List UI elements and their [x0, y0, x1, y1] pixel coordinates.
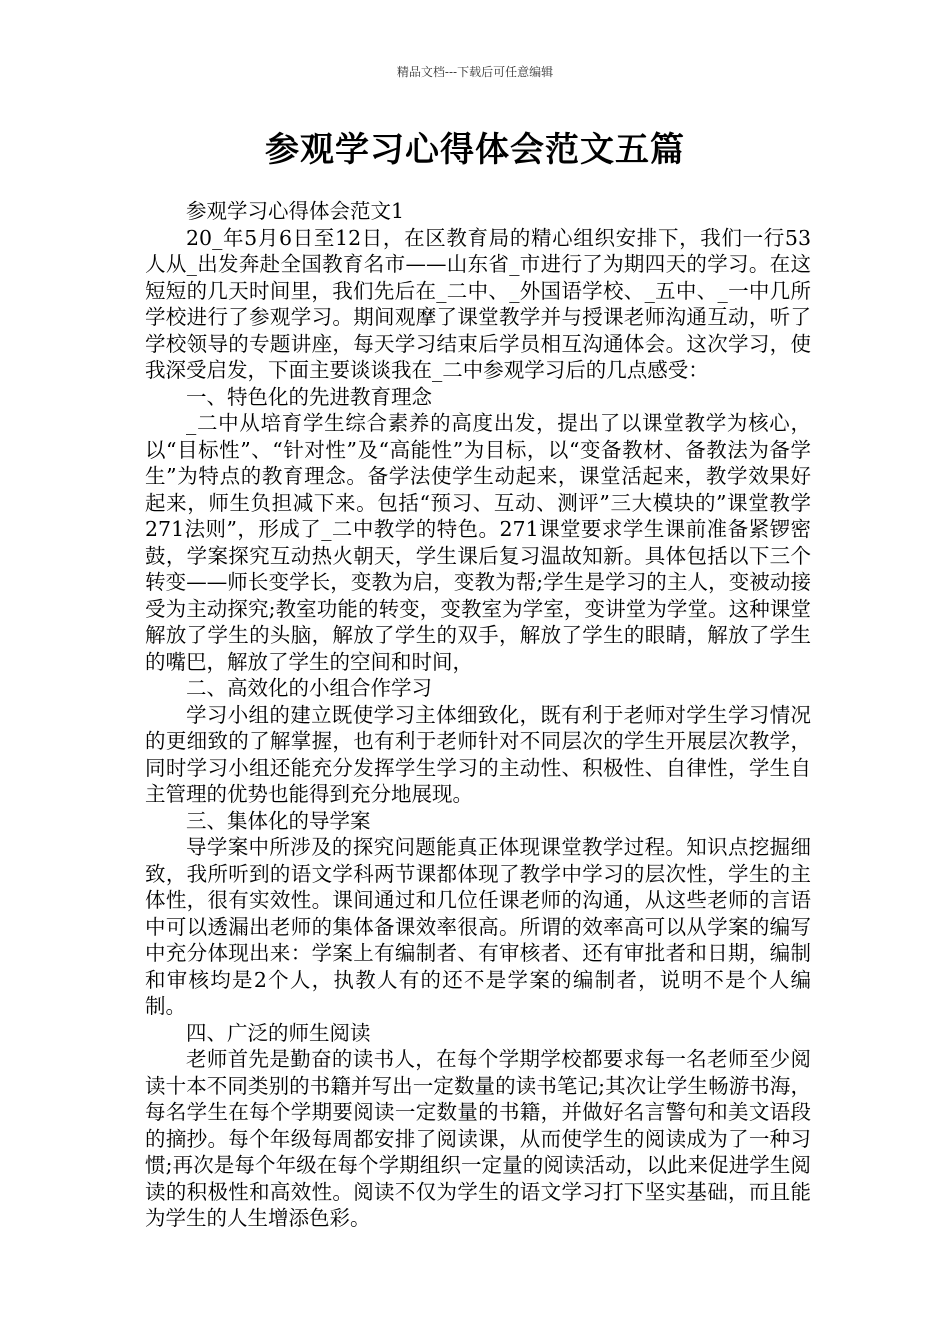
document-body [145, 198, 811, 1232]
body-paragraph: 学习小组的建立既使学习主体细致化，既有利于老师对学生学习情况的更细致的了解掌握，也有利于老师针对不同层次的学生开展层次教学，同时学习小组还能充分发挥学生学习的主动性、积极性、自律性，学生自主管理的优势也能得到充分地展现。 [145, 702, 811, 806]
section-heading: 四、广泛的师生阅读 [186, 1020, 371, 1045]
body-paragraph: 老师首先是勤奋的读书人，在每个学期学校都要求每一名老师至少阅读十本不同类别的书籍并写出一定数量的读书笔记;其次让学生畅游书海，每名学生在每个学期要阅读一定数量的书籍，并做好名言警句和美文语段的摘抄。每个年级每周都安排了阅读课，从而使学生的阅读成为了一种习惯;再次是每个年级在每个学期组织一定量的阅读活动，以此来促进学生阅读的积极性和高效性。阅读不仅为学生的语文学习打下坚实基础，而且能为学生的人生增添色彩。 [145, 1047, 811, 1230]
section-heading: 一、特色化的先进教育理念 [186, 384, 432, 409]
subtitle-paragraph: 参观学习心得体会范文1 [186, 199, 405, 223]
page-header-note: 精品文档---下载后可任意编辑 [396, 65, 554, 79]
body-paragraph: _二中从培育学生综合素养的高度出发，提出了以课堂教学为核心，以“目标性”、“针对性”及“高能性”为目标，以“变备教材、备教法为备学生”为特点的教育理念。备学法使学生动起来，课堂活起来，教学效果好起来，师生负担减下来。包括“预习、互动、测评”三大模块的”课堂教学271法则”，形成了_二中教学的特色。271课堂要求学生课前准备紧锣密鼓，学案探究互动热火朝天，学生课后复习温故知新。具体包括以下三个转变——师长变学长，变教为启，变教为帮;学生是学习的主人，变被动接受为主动探究;教室功能的转变，变教室为学室，变讲堂为学堂。这种课堂解放了学生的头脑，解放了学生的双手，解放了学生的眼睛，解放了学生的嘴巴，解放了学生的空间和时间， [145, 411, 811, 674]
body-paragraph: 20_年5月6日至12日，在区教育局的精心组织安排下，我们一行53人从_出发奔赴全国教育名市——山东省_市进行了为期四天的学习。在这短短的几天时间里，我们先后在_二中、_外国语学校、_五中、_一中几所学校进行了参观学习。期间观摩了课堂教学并与授课老师沟通互动，听了学校领导的专题讲座，每天学习结束后学员相互沟通体会。这次学习，使我深受启发，下面主要谈谈我在_二中参观学习后的几点感受： [145, 225, 811, 382]
section-heading: 二、高效化的小组合作学习 [186, 676, 432, 700]
body-paragraph: 导学案中所涉及的探究问题能真正体现课堂教学过程。知识点挖掘细致，我所听到的语文学科两节课都体现了教学中学习的层次性，学生的主体性，很有实效性。课间通过和几位任课老师的沟通，从这些老师的言语中可以透漏出老师的集体备课效率很高。所谓的效率高可以从学案的编写中充分体现出来：学案上有编制者、有审核者、还有审批者和日期，编制和审核均是2个人，执教人有的还不是学案的编制者，说明不是个人编制。 [145, 835, 811, 1018]
document-title: 参观学习心得体会范文五篇 [265, 130, 685, 170]
section-heading: 三、集体化的导学案 [186, 808, 371, 833]
